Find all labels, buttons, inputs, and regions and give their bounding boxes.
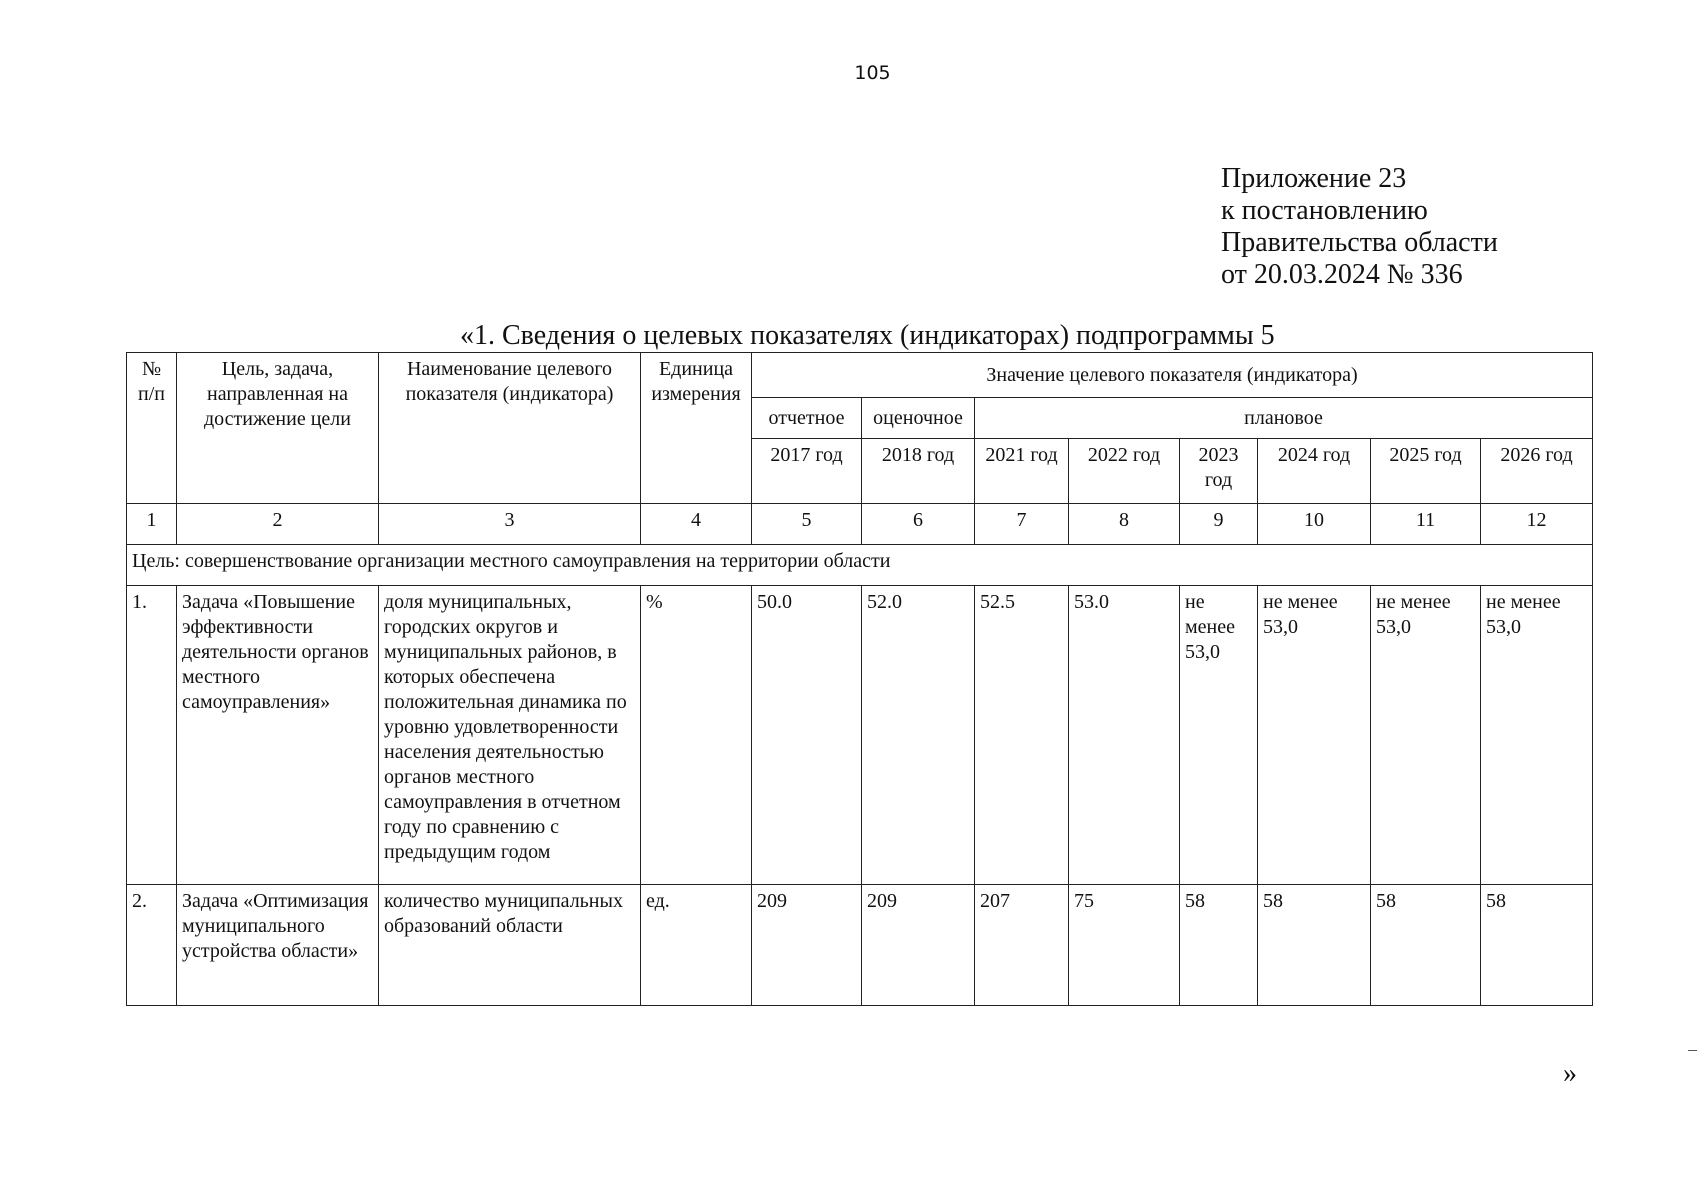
column-number: 4 bbox=[641, 504, 752, 545]
page-number: 105 bbox=[854, 62, 891, 84]
task-cell: Задача «Повышение эффективности деятельности органов местного самоуправления» bbox=[177, 586, 379, 885]
header-reported: отчетное bbox=[752, 398, 862, 439]
column-number: 2 bbox=[177, 504, 379, 545]
value-cell: 50.0 bbox=[752, 586, 862, 885]
indicator-cell: доля муниципальных, городских округов и муниципальных районов, в которых обеспечена положительная динамика по уровню удовлетворенности населения деятельностью органов местного самоуправления в отчетном году по сравнению с предыдущим годом bbox=[379, 586, 641, 885]
value-cell: 58 bbox=[1371, 885, 1481, 1006]
row-number: 2. bbox=[127, 885, 177, 1006]
header-num: № п/п bbox=[127, 353, 177, 504]
column-number-row bbox=[127, 504, 1593, 545]
goal-text: Цель: совершенствование организации местного самоуправления на территории области bbox=[127, 545, 1593, 586]
header-indicator: Наименование целевого показателя (индикатора) bbox=[379, 353, 641, 504]
header-year: 2025 год bbox=[1371, 439, 1481, 504]
header-estimated: оценочное bbox=[862, 398, 975, 439]
value-cell: 75 bbox=[1069, 885, 1180, 1006]
row-number: 1. bbox=[127, 586, 177, 885]
appendix-line: Приложение 23 bbox=[1221, 163, 1407, 194]
value-cell: 52.5 bbox=[975, 586, 1069, 885]
appendix-line: к постановлению bbox=[1221, 195, 1428, 226]
value-cell: не менее 53,0 bbox=[1371, 586, 1481, 885]
header-year: 2026 год bbox=[1481, 439, 1593, 504]
value-cell: не менее 53,0 bbox=[1481, 586, 1593, 885]
header-unit: Единица измерения bbox=[641, 353, 752, 504]
column-number: 7 bbox=[975, 504, 1069, 545]
column-number: 6 bbox=[862, 504, 975, 545]
value-cell: 207 bbox=[975, 885, 1069, 1006]
header-year: 2018 год bbox=[862, 439, 975, 504]
header-value-group: Значение целевого показателя (индикатора) bbox=[752, 353, 1593, 398]
value-cell: 58 bbox=[1258, 885, 1371, 1006]
task-cell: Задача «Оптимизация муниципального устройства области» bbox=[177, 885, 379, 1006]
header-year: 2024 год bbox=[1258, 439, 1371, 504]
header-year: 2022 год bbox=[1069, 439, 1180, 504]
column-number: 11 bbox=[1371, 504, 1481, 545]
header-goal: Цель, задача, направленная на достижение цели bbox=[177, 353, 379, 504]
closing-quote: » bbox=[1563, 1058, 1577, 1089]
column-number: 5 bbox=[752, 504, 862, 545]
value-cell: 58 bbox=[1481, 885, 1593, 1006]
table-row bbox=[127, 586, 1593, 885]
value-cell: 209 bbox=[752, 885, 862, 1006]
indicator-cell: количество муниципальных образований области bbox=[379, 885, 641, 1006]
appendix-header bbox=[1221, 163, 1498, 291]
scan-edge-mark bbox=[1688, 1050, 1697, 1051]
document-title: «1. Сведения о целевых показателях (индикаторах) подпрограммы 5 bbox=[460, 320, 1275, 351]
appendix-line: от 20.03.2024 № 336 bbox=[1221, 259, 1463, 290]
value-cell: 53.0 bbox=[1069, 586, 1180, 885]
value-cell: 52.0 bbox=[862, 586, 975, 885]
value-cell: не менее 53,0 bbox=[1180, 586, 1258, 885]
column-number: 3 bbox=[379, 504, 641, 545]
value-cell: не менее 53,0 bbox=[1258, 586, 1371, 885]
unit-cell: ед. bbox=[641, 885, 752, 1006]
goal-row bbox=[127, 545, 1593, 586]
column-number: 10 bbox=[1258, 504, 1371, 545]
column-number: 8 bbox=[1069, 504, 1180, 545]
header-year: 2017 год bbox=[752, 439, 862, 504]
value-cell: 209 bbox=[862, 885, 975, 1006]
column-number: 12 bbox=[1481, 504, 1593, 545]
column-number: 1 bbox=[127, 504, 177, 545]
table-row bbox=[127, 885, 1593, 1006]
unit-cell: % bbox=[641, 586, 752, 885]
header-planned: плановое bbox=[975, 398, 1593, 439]
indicators-table bbox=[126, 352, 1593, 1006]
appendix-line: Правительства области bbox=[1221, 227, 1498, 258]
header-year: 2021 год bbox=[975, 439, 1069, 504]
value-cell: 58 bbox=[1180, 885, 1258, 1006]
header-year: 2023 год bbox=[1180, 439, 1258, 504]
column-number: 9 bbox=[1180, 504, 1258, 545]
